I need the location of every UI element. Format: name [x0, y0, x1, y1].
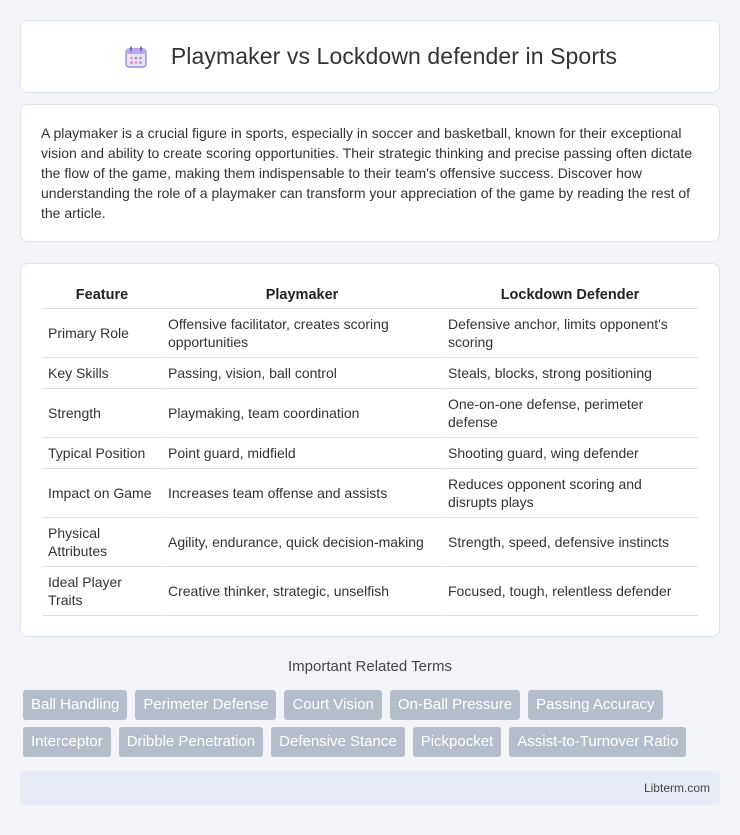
- page-title: Playmaker vs Lockdown defender in Sports: [170, 43, 618, 69]
- footer-site-link[interactable]: Libterm.com: [643, 781, 710, 795]
- table-row: [42, 518, 698, 567]
- defender-cell: Reduces opponent scoring and disrupts plays: [442, 469, 698, 518]
- feature-cell: Typical Position: [42, 438, 162, 469]
- comparison-card: [20, 263, 720, 637]
- playmaker-cell: Agility, endurance, quick decision-making: [162, 518, 442, 567]
- comparison-table: [42, 282, 698, 616]
- calendar-icon: [123, 44, 149, 70]
- tag-pickpocket[interactable]: Pickpocket: [413, 727, 502, 757]
- header-playmaker: Playmaker: [162, 282, 442, 309]
- footer: [20, 771, 720, 805]
- feature-cell: Impact on Game: [42, 469, 162, 518]
- table-row: [42, 358, 698, 389]
- feature-cell: Ideal Player Traits: [42, 567, 162, 616]
- defender-cell: One-on-one defense, perimeter defense: [442, 389, 698, 438]
- tag-row: [23, 690, 723, 720]
- tag-row: [23, 727, 723, 757]
- defender-cell: Steals, blocks, strong positioning: [442, 358, 698, 389]
- related-terms-title: Important Related Terms: [288, 658, 452, 675]
- playmaker-cell: Point guard, midfield: [162, 438, 442, 469]
- defender-cell: Defensive anchor, limits opponent's scoring: [442, 309, 698, 358]
- related-terms: [23, 690, 723, 764]
- table-row: [42, 469, 698, 518]
- playmaker-cell: Offensive facilitator, creates scoring opportunities: [162, 309, 442, 358]
- title-card: [20, 20, 720, 93]
- playmaker-cell: Increases team offense and assists: [162, 469, 442, 518]
- table-row: [42, 309, 698, 358]
- table-header-row: [42, 282, 698, 309]
- tag-dribble-penetration[interactable]: Dribble Penetration: [119, 727, 263, 757]
- defender-cell: Focused, tough, relentless defender: [442, 567, 698, 616]
- tag-court-vision[interactable]: Court Vision: [284, 690, 381, 720]
- tag-on-ball-pressure[interactable]: On-Ball Pressure: [390, 690, 520, 720]
- table-row: [42, 389, 698, 438]
- table-row: [42, 438, 698, 469]
- tag-assist-to-turnover-ratio[interactable]: Assist-to-Turnover Ratio: [509, 727, 686, 757]
- playmaker-cell: Passing, vision, ball control: [162, 358, 442, 389]
- feature-cell: Key Skills: [42, 358, 162, 389]
- tag-perimeter-defense[interactable]: Perimeter Defense: [135, 690, 276, 720]
- intro-card: [20, 104, 720, 242]
- playmaker-cell: Playmaking, team coordination: [162, 389, 442, 438]
- defender-cell: Strength, speed, defensive instincts: [442, 518, 698, 567]
- header-lockdown-defender: Lockdown Defender: [442, 282, 698, 309]
- tag-passing-accuracy[interactable]: Passing Accuracy: [528, 690, 662, 720]
- feature-cell: Physical Attributes: [42, 518, 162, 567]
- feature-cell: Primary Role: [42, 309, 162, 358]
- intro-paragraph: A playmaker is a crucial figure in sports, especially in soccer and basketball, known for their exceptional vision and ability to create scoring opportunities. Their strategic thinking and precise passing often dictate the flow of the game, making them indispensable to their team's offensive success. Discover how understanding the role of a playmaker can transform your appreciation of the game by reading the rest of the article.: [41, 125, 693, 221]
- tag-interceptor[interactable]: Interceptor: [23, 727, 111, 757]
- tag-ball-handling[interactable]: Ball Handling: [23, 690, 127, 720]
- header-feature: Feature: [42, 282, 162, 309]
- feature-cell: Strength: [42, 389, 162, 438]
- tag-defensive-stance[interactable]: Defensive Stance: [271, 727, 405, 757]
- defender-cell: Shooting guard, wing defender: [442, 438, 698, 469]
- table-row: [42, 567, 698, 616]
- playmaker-cell: Creative thinker, strategic, unselfish: [162, 567, 442, 616]
